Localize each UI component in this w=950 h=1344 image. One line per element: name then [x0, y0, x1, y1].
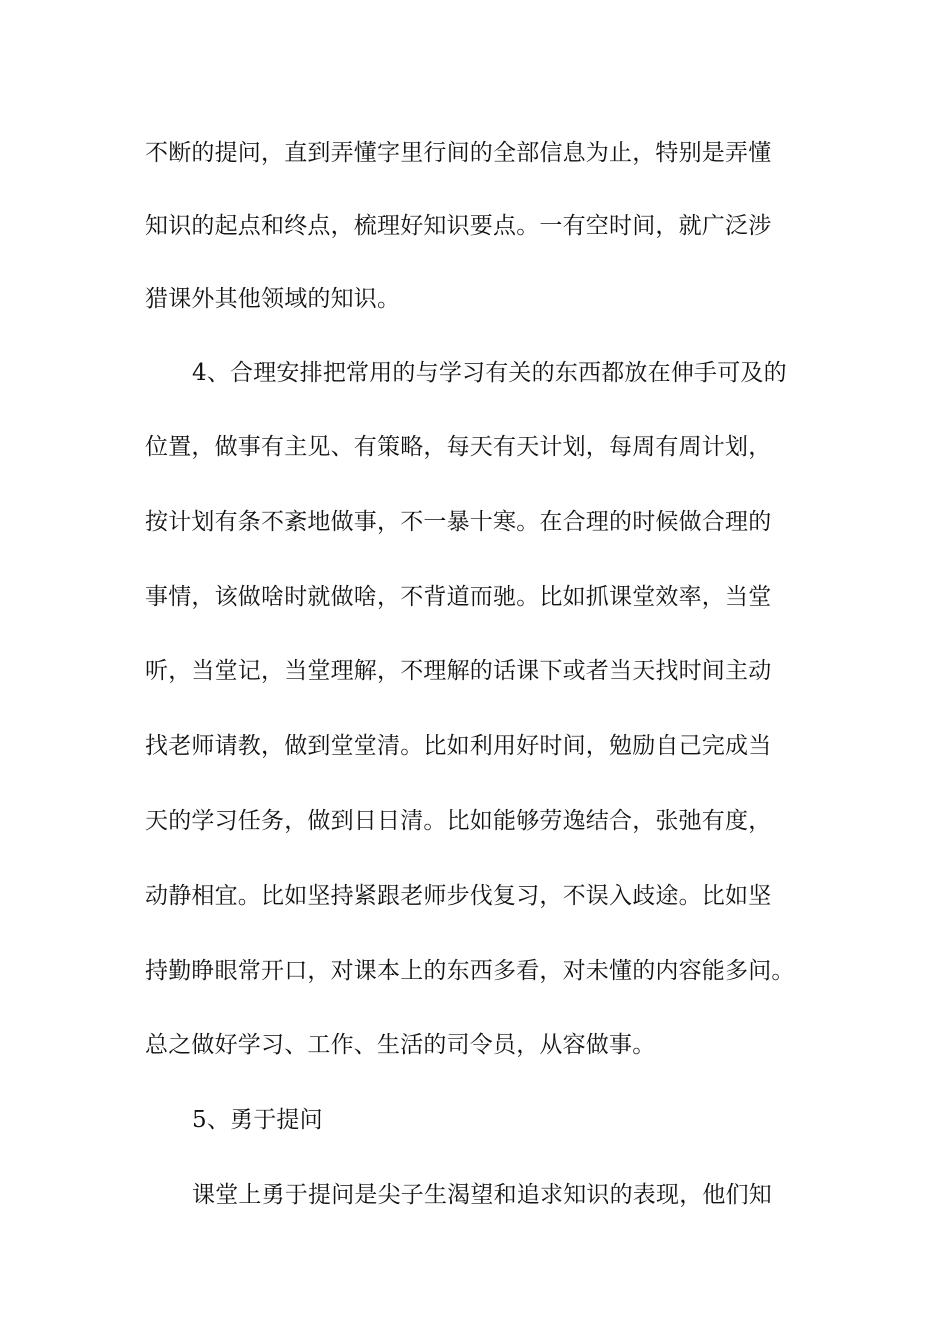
paragraph-5-first-line: 课堂上勇于提问是尖子生渴望和追求知识的表现，他们知 — [192, 1182, 772, 1208]
text-line: 总之做好学习、工作、生活的司令员，从容做事。 — [145, 1032, 656, 1058]
text-line: 听，当堂记，当堂理解，不理解的话课下或者当天找时间主动 — [145, 658, 772, 684]
text-line: 位置，做事有主见、有策略，每天有天计划，每周有周计划， — [145, 434, 772, 460]
section-heading-5: 5、勇于提问 — [192, 1107, 323, 1133]
paragraph-4-first-line: 4、合理安排把常用的与学习有关的东西都放在伸手可及的 — [192, 360, 787, 386]
text-line: 按计划有条不紊地做事，不一暴十寒。在合理的时候做合理的 — [145, 509, 772, 535]
text-line: 找老师请教，做到堂堂清。比如利用好时间，勉励自己完成当 — [145, 733, 772, 759]
text-line: 不断的提问，直到弄懂字里行间的全部信息为止，特别是弄懂 — [145, 140, 772, 166]
text-line: 动静相宜。比如坚持紧跟老师步伐复习，不误入歧途。比如坚 — [145, 883, 772, 909]
text-line: 事情，该做啥时就做啥，不背道而驰。比如抓课堂效率，当堂 — [145, 584, 772, 610]
text-line: 持勤睁眼常开口，对课本上的东西多看，对未懂的内容能多问。 — [145, 958, 795, 984]
text-line: 知识的起点和终点，梳理好知识要点。一有空时间，就广泛涉 — [145, 213, 772, 239]
text-line: 天的学习任务，做到日日清。比如能够劳逸结合，张弛有度， — [145, 808, 772, 834]
text-line: 猎课外其他领域的知识。 — [145, 286, 401, 312]
